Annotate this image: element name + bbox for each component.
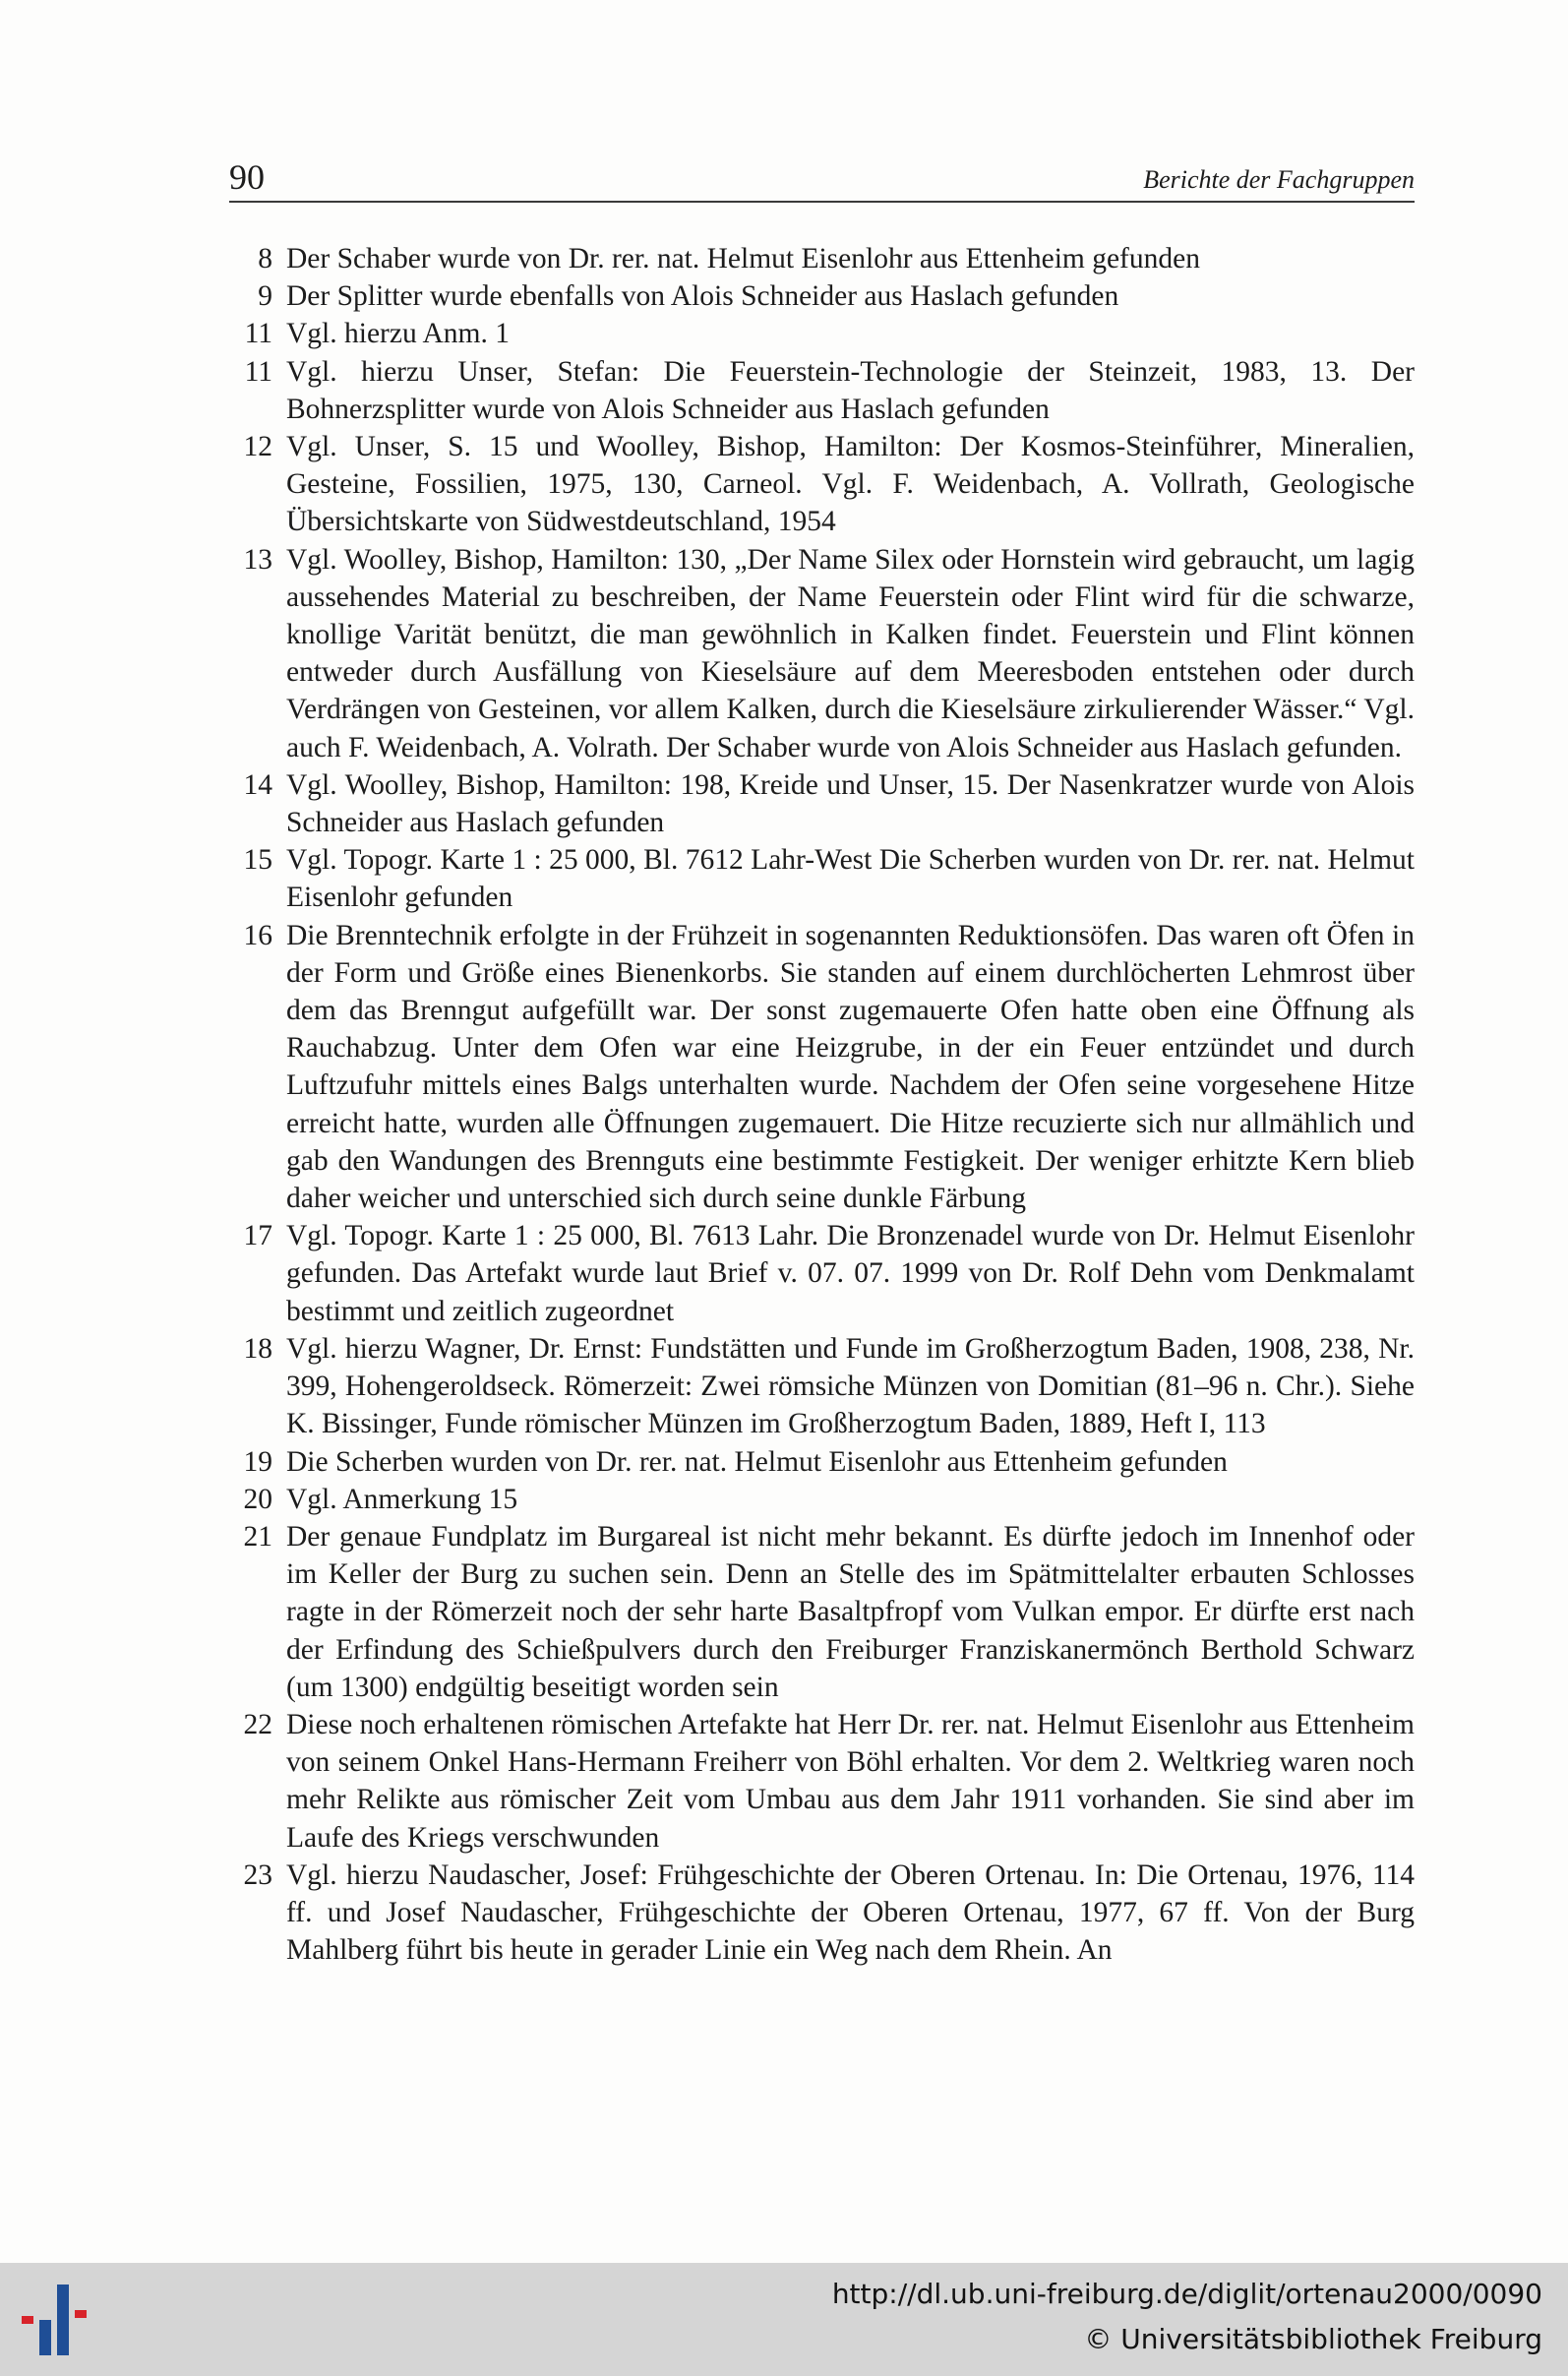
endnote-17 bbox=[221, 1217, 1415, 1330]
endnote-number: 14 bbox=[243, 768, 272, 801]
endnote-19 bbox=[221, 1443, 1415, 1481]
endnote-number: 11 bbox=[244, 318, 272, 350]
endnote-20 bbox=[221, 1481, 1415, 1518]
endnote-text: Der Schaber wurde von Dr. rer. nat. Helmut Eisenlohr aus Ettenheim gefunden bbox=[286, 243, 1200, 274]
ub-freiburg-logo-icon bbox=[20, 2281, 98, 2359]
copyright-notice: © Universitätsbibliothek Freiburg bbox=[1084, 2323, 1542, 2355]
library-footer bbox=[0, 2263, 1568, 2376]
endnote-number: 11 bbox=[244, 355, 272, 388]
page-number: 90 bbox=[229, 157, 265, 197]
endnote-number: 19 bbox=[243, 1445, 272, 1478]
endnote-11b bbox=[221, 353, 1415, 428]
endnote-text: Der genaue Fundplatz im Burgareal ist nicht mehr bekannt. Es dürfte jedoch im Innenhof oder im Keller der Burg zu suchen sein. Denn an Stelle des im Spätmittelalter erbauten Schlosses ragte in der Römerzeit noch der sehr harte Basaltpfropf vom Vulkan empor. Er dürfte erst nach der Erfindung des Schießpulvers durch den Freiburger Franziskanermönch Berthold Schwarz (um 1300) endgültig beseitigt worden sein bbox=[286, 1520, 1415, 1703]
endnote-number: 13 bbox=[243, 543, 272, 576]
endnote-number: 17 bbox=[243, 1220, 272, 1252]
endnote-text: Vgl. Unser, S. 15 und Woolley, Bishop, Hamilton: Der Kosmos-Steinführer, Mineralien, Gesteine, Fossilien, 1975, 130, Carneol. Vgl. F. Weidenbach, A. Vollrath, Geologische Übersichtskarte von Südwestdeutschland, 1954 bbox=[286, 431, 1415, 538]
endnote-text: Diese noch erhaltenen römischen Artefakte hat Herr Dr. rer. nat. Helmut Eisenlohr aus Ettenheim von seinem Onkel Hans-Hermann Freiherr von Böhl erhalten. Vor dem 2. Weltkrieg waren noch mehr Relikte aus römischer Zeit vom Umbau aus dem Jahr 1911 vorhanden. Sie sind aber im Laufe des Kriegs verschwunden bbox=[286, 1708, 1415, 1854]
endnote-text: Vgl. hierzu Unser, Stefan: Die Feuerstein-Technologie der Steinzeit, 1983, 13. Der Bohnerzsplitter wurde von Alois Schneider aus Haslach gefunden bbox=[286, 355, 1415, 425]
page-header bbox=[229, 146, 1415, 203]
endnote-number: 9 bbox=[258, 280, 272, 313]
endnote-18 bbox=[221, 1330, 1415, 1443]
endnote-number: 18 bbox=[243, 1332, 272, 1365]
endnote-number: 21 bbox=[243, 1520, 272, 1553]
endnote-8 bbox=[221, 240, 1415, 277]
endnote-number: 22 bbox=[243, 1708, 272, 1740]
endnote-number: 15 bbox=[243, 844, 272, 877]
running-head: Berichte der Fachgruppen bbox=[1143, 165, 1415, 194]
endnote-number: 12 bbox=[243, 431, 272, 463]
endnote-number: 23 bbox=[243, 1858, 272, 1891]
endnote-12 bbox=[221, 428, 1415, 541]
endnote-text: Vgl. hierzu Wagner, Dr. Ernst: Fundstätten und Funde im Großherzogtum Baden, 1908, 238, Nr. 399, Hohengeroldseck. Römerzeit: Zwei römsiche Münzen von Domitian (81–96 n. Chr.). Siehe K. Bissinger, Funde römischer Münzen im Großherzogtum Baden, 1889, Heft I, 113 bbox=[286, 1332, 1415, 1440]
endnote-text: Die Scherben wurden von Dr. rer. nat. Helmut Eisenlohr aus Ettenheim gefunden bbox=[286, 1445, 1228, 1478]
permalink-url[interactable]: http://dl.ub.uni-freiburg.de/diglit/ortenau2000/0090 bbox=[831, 2278, 1542, 2310]
endnote-text: Vgl. Woolley, Bishop, Hamilton: 130, „Der Name Silex oder Hornstein wird gebraucht, um lagig aussehendes Material zu beschreiben, der Name Feuerstein oder Flint wird für die schwarze, knollige Varität benützt, die man gewöhnlich in Kalken findet. Feuerstein und Flint können entweder durch Ausfällung von Kieselsäure auf dem Meeresboden entstehen oder durch Verdrängen von Gesteinen, vor allem Kalken, durch die Kieselsäure zirkulierender Wässer.“ Vgl. auch F. Weidenbach, A. Volrath. Der Schaber wurde von Alois Schneider aus Haslach gefunden. bbox=[286, 543, 1415, 763]
endnote-number: 20 bbox=[243, 1483, 272, 1515]
endnote-23 bbox=[221, 1857, 1415, 1970]
endnote-text: Der Splitter wurde ebenfalls von Alois Schneider aus Haslach gefunden bbox=[286, 280, 1119, 313]
endnote-15 bbox=[221, 841, 1415, 916]
endnote-11a bbox=[221, 315, 1415, 352]
endnote-9 bbox=[221, 277, 1415, 315]
endnote-text: Vgl. Topogr. Karte 1 : 25 000, Bl. 7613 Lahr. Die Bronzenadel wurde von Dr. Helmut Eisenlohr gefunden. Das Artefakt wurde laut Brief v. 07. 07. 1999 von Dr. Rolf Dehn vom Denkmalamt bestimmt und zeitlich zugeordnet bbox=[286, 1220, 1415, 1327]
endnote-text: Die Brenntechnik erfolgte in der Frühzeit in sogenannten Reduktionsöfen. Das waren oft Öfen in der Form und Größe eines Bienenkorbs. Sie standen auf einem durchlöcherten Lehmrost über dem das Brenngut aufgefüllt war. Der sonst zugemauerte Ofen hatte oben eine Öffnung als Rauchabzug. Unter dem Ofen war eine Heizgrube, in der ein Feuer entzündet und durch Luftzufuhr mittels eines Balgs unterhalten wurde. Nachdem der Ofen seine vorgesehene Hitze erreicht hatte, wurden alle Öffnungen zugemauert. Die Hitze recuzierte sich nur allmählich und gab den Wandungen des Brennguts eine bestimmte Festigkeit. Der weniger erhitzte Kern blieb daher weicher und unterschied sich durch seine dunkle Färbung bbox=[286, 919, 1415, 1215]
endnote-number: 8 bbox=[258, 243, 272, 274]
endnote-text: Vgl. Topogr. Karte 1 : 25 000, Bl. 7612 Lahr-West Die Scherben wurden von Dr. rer. nat. Helmut Eisenlohr gefunden bbox=[286, 844, 1415, 914]
endnote-number: 16 bbox=[243, 919, 272, 951]
endnote-14 bbox=[221, 766, 1415, 841]
endnote-text: Vgl. hierzu Anm. 1 bbox=[286, 318, 510, 350]
endnote-text: Vgl. hierzu Naudascher, Josef: Frühgeschichte der Oberen Ortenau. In: Die Ortenau, 1976, 114 ff. und Josef Naudascher, Frühgeschichte der Oberen Ortenau, 1977, 67 ff. Von der Burg Mahlberg führt bis heute in gerader Linie ein Weg nach dem Rhein. An bbox=[286, 1858, 1415, 1967]
endnotes-list bbox=[221, 240, 1415, 1969]
endnote-21 bbox=[221, 1518, 1415, 1706]
endnote-text: Vgl. Anmerkung 15 bbox=[286, 1483, 518, 1515]
endnote-13 bbox=[221, 541, 1415, 766]
endnote-text: Vgl. Woolley, Bishop, Hamilton: 198, Kreide und Unser, 15. Der Nasenkratzer wurde von Alois Schneider aus Haslach gefunden bbox=[286, 768, 1415, 839]
endnote-16 bbox=[221, 917, 1415, 1218]
endnote-22 bbox=[221, 1706, 1415, 1857]
